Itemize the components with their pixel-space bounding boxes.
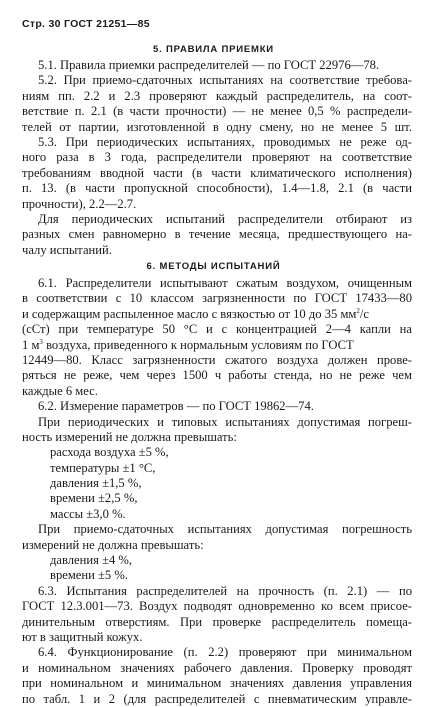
text-line: каждые 6 мес. <box>22 383 98 398</box>
text-line: при номинальном и минимальном значениях давления управления <box>22 676 412 691</box>
tolerance-item: температуры ±1 °С, <box>50 460 156 475</box>
tolerance-item: массы ±3,0 %. <box>50 506 126 521</box>
text-line: ют в защитный кожух. <box>22 629 143 644</box>
text-line: 12449—80. Класс загрязненности сжатого воздуха должен прове- <box>22 352 412 367</box>
page-header: Стр. 30 ГОСТ 21251—85 <box>22 18 150 30</box>
text-line: прочности), 2.2—2.7. <box>22 196 137 211</box>
text-line: 6.4. Функционирование (п. 2.2) проверяют при минимальном <box>38 645 412 660</box>
text-line: 6.1. Распределители испытывают сжатым воздухом, очищенным <box>38 276 412 290</box>
section-6-body <box>22 276 412 707</box>
text-line: При приемо-сдаточных испытаниях допустимая погрешность <box>38 522 412 537</box>
text-line: и номинальном значениях рабочего давления. Проверку проводят <box>22 660 412 675</box>
text-line: 5.3. При периодических испытаниях, проводимых не реже од- <box>38 134 412 149</box>
text-line: и содержащим распыленное масло с вязкостью от 10 до 35 $мм^2/с$ <box>22 306 369 321</box>
text-line: в соответствии с 10 классом загрязненности по ГОСТ 17433—80 <box>22 291 412 306</box>
tolerance-item: расхода воздуха ±5 %, <box>50 445 169 460</box>
tolerance-item: давления ±4 %, <box>50 553 133 568</box>
text-line: ряться не реже, чем через 1500 ч работы стенда, но не реже чем <box>22 368 412 383</box>
text-line: (сСт) при температуре 50 °С и с концентрацией 2—4 капли на <box>22 322 412 337</box>
text-line: 5.2. При приемо-сдаточных испытаниях на соответствие требова- <box>38 73 412 88</box>
text-line: 6.2. Измерение параметров — по ГОСТ 19862—74. <box>38 399 314 414</box>
text-line: Для периодических испытаний распределители отбирают из <box>38 211 412 226</box>
text-line: телей от партии, изготовленной в одну смену, но не менее 5 шт. <box>22 119 412 134</box>
text-line: 6.3. Испытания распределителей на прочность (п. 2.1) — по <box>38 583 412 598</box>
text-line: п. 13. (в части пропускной способности), 1.4—1.8, 2.1 (в части <box>22 181 412 196</box>
text-line: измерений не должна превышать: <box>22 537 204 552</box>
text-line: ветствие п. 2.1 (в части прочности) — не менее 0,5 % распредели- <box>22 104 412 119</box>
text-line: ного раза в 3 года, распределители проверяют на соответствие <box>22 150 412 165</box>
text-line: по табл. 1 и 2 (для распределителей с пневматическим управле- <box>22 691 412 706</box>
text-line: ниям пп. 2.2 и 2.3 проверяют каждый распределитель, на соот- <box>22 88 412 103</box>
text-line: требованиям вводной части (в части климатического исполнения) <box>22 165 412 180</box>
text-line: При периодических и типовых испытаниях допустимая погреш- <box>38 414 412 429</box>
text-line: динительным отверстиям. При проверке распределитель помеща- <box>22 614 412 629</box>
section-5-title: 5. ПРАВИЛА ПРИЕМКИ <box>153 44 274 55</box>
text-line: разных смен равномерно в течение месяца, предшествующего на- <box>22 227 412 242</box>
text-line: 1 $м^3$ воздуха, приведенного к нормальным условиям по ГОСТ <box>22 337 354 352</box>
text-line: 5.1. Правила приемки распределителей — по ГОСТ 22976—78. <box>38 58 380 72</box>
text-line: ГОСТ 12.3.001—73. Воздух подводят одновременно ко всем присое- <box>22 599 412 614</box>
tolerance-item: давления ±1,5 %, <box>50 476 142 491</box>
text-line: ность измерений не должна превышать: <box>22 429 237 444</box>
text-line: чалу испытаний. <box>22 242 112 257</box>
section-5-body <box>22 58 412 258</box>
tolerance-item: времени ±5 %. <box>50 568 129 583</box>
section-6-title: 6. МЕТОДЫ ИСПЫТАНИЙ <box>146 261 281 272</box>
tolerance-item: времени ±2,5 %, <box>50 491 138 506</box>
